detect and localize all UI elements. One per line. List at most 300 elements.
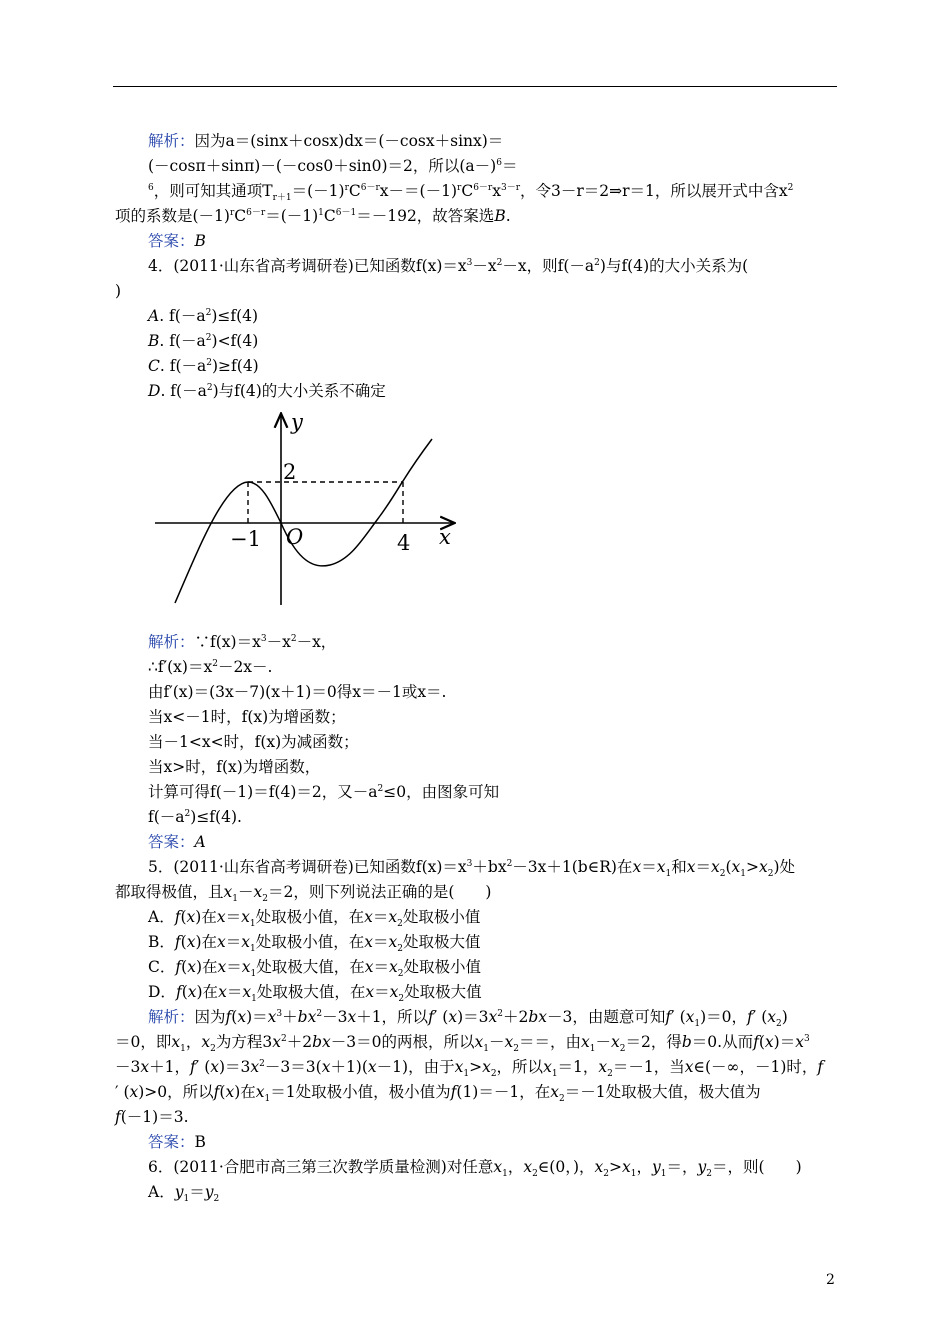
text-segment: 当－1<x<时，f(x)为减函数； [148, 733, 359, 751]
text-line [148, 306, 258, 326]
text-segment: x [448, 1008, 458, 1026]
text-segment: 1 [483, 1044, 489, 1055]
text-segment: C [461, 182, 474, 200]
text-segment: x [767, 1008, 777, 1026]
text-segment: f [115, 1108, 121, 1126]
text-segment: C [348, 182, 361, 200]
text-segment: 处取极大值，在 [256, 958, 365, 976]
text-segment: － [238, 883, 254, 901]
text-segment: 1 [551, 1069, 558, 1080]
text-segment: x [129, 1083, 139, 1101]
text-segment: f [213, 1083, 220, 1101]
text-segment: －3＝3( [264, 1058, 322, 1076]
text-line [115, 1082, 761, 1105]
text-segment: 2 [397, 969, 404, 980]
text-segment: 6－r [246, 207, 266, 218]
text-segment: 因为 [194, 1008, 226, 1026]
text-segment: ∈(－∞，－1)时， [693, 1058, 818, 1076]
text-segment: ，则可知其通项T [153, 182, 273, 200]
text-segment: f(－a [148, 808, 185, 826]
text-segment: ) [781, 1008, 788, 1026]
text-line [148, 1157, 802, 1180]
text-segment: x [171, 1033, 181, 1051]
text-line [115, 1032, 810, 1055]
text-segment: ( [219, 1083, 226, 1101]
text-segment: )>0，所以 [138, 1083, 214, 1101]
text-segment: ′ ( [195, 1058, 211, 1076]
text-line [148, 331, 258, 351]
page-number: 2 [826, 1272, 835, 1288]
text-segment: 2 [776, 1019, 782, 1030]
text-segment: －3＝0的两根，所以 [330, 1033, 475, 1051]
text-segment: ＝ [225, 908, 242, 926]
text-segment: ＝＝，由 [518, 1033, 581, 1051]
text-segment: 2 [787, 182, 794, 193]
text-line [115, 206, 511, 226]
text-segment: 3－r [500, 182, 520, 193]
text-segment: x [241, 958, 251, 976]
text-segment: ( [725, 858, 732, 876]
text-segment: 当x>时，f(x)为增函数， [148, 758, 321, 776]
text-segment: )≤f(4). [190, 808, 242, 826]
text-segment: ＝ [226, 958, 242, 976]
text-segment: x [255, 1083, 265, 1101]
text-segment: ， [507, 1158, 524, 1176]
text-segment: f [174, 933, 181, 951]
text-segment: 处取极小值，在 [255, 933, 365, 951]
text-segment: D [148, 382, 161, 400]
text-segment: x [656, 858, 666, 876]
text-segment: )在 [196, 983, 219, 1001]
text-segment: C [148, 357, 160, 375]
text-line [148, 932, 481, 955]
text-segment: (1)＝－1，在 [456, 1083, 551, 1101]
text-segment: 6－r [360, 182, 380, 193]
text-segment: 2 [316, 1008, 323, 1019]
text-segment: 2 [210, 1044, 216, 1055]
text-segment: x [474, 1033, 484, 1051]
origin-label: O [286, 525, 304, 549]
text-segment: B [148, 332, 160, 350]
text-segment: x [686, 858, 696, 876]
text-segment: ＋ [282, 1008, 298, 1026]
text-segment: x [364, 958, 374, 976]
text-segment: 1 [250, 944, 256, 955]
text-segment: ＝ [373, 958, 390, 976]
text-segment: 2 [205, 332, 212, 343]
text-segment: ＝， [666, 1158, 698, 1176]
section-label: 解析： [148, 633, 195, 651]
text-segment: 1 [630, 1169, 637, 1180]
text-segment: 2 [490, 1069, 497, 1080]
text-line [115, 1057, 824, 1080]
text-segment: x [272, 1033, 281, 1051]
text-segment: 1 [232, 894, 238, 905]
text-segment: ＝ [226, 983, 243, 1001]
text-segment: ∈(0，)， [537, 1158, 595, 1176]
text-segment: f [747, 1008, 753, 1026]
text-line [148, 807, 242, 827]
text-segment: 处取极大值 [404, 983, 482, 1001]
text-segment: ， [185, 1033, 202, 1051]
tick-label-y: 2 [283, 460, 297, 484]
text-segment: 2 [594, 257, 600, 268]
text-segment: x [731, 858, 741, 876]
text-line [148, 1132, 206, 1152]
tick-label-4: 4 [397, 531, 411, 555]
text-segment: y [697, 1158, 707, 1176]
text-segment: )与f(4)的大小关系为( [599, 257, 749, 275]
text-segment: 2 [259, 1058, 265, 1069]
text-line [148, 957, 482, 980]
text-line [148, 757, 320, 777]
text-segment: x [321, 1058, 331, 1076]
text-segment: 1 [589, 1044, 596, 1055]
text-segment: 2 [767, 869, 774, 880]
text-segment: )在 [195, 958, 218, 976]
text-segment: ＝，则( ) [712, 1158, 802, 1176]
text-segment: 2 [558, 1094, 565, 1105]
text-segment: x [365, 983, 375, 1001]
text-segment: ＋1)( [330, 1058, 368, 1076]
text-segment: x [504, 1033, 514, 1051]
text-segment: 1 [250, 969, 257, 980]
text-segment: f [225, 1008, 232, 1026]
text-segment: x [267, 1008, 277, 1026]
text-line [148, 381, 386, 401]
text-segment: 处取极小值 [402, 908, 481, 926]
text-segment: －x，则f(－a [502, 257, 595, 275]
text-segment: x [482, 1058, 491, 1076]
text-segment: ＝2，则下列说法正确的是( ) [268, 883, 492, 901]
text-line [148, 1007, 788, 1030]
text-segment: x [550, 1083, 559, 1101]
text-segment: 2 [212, 658, 218, 669]
text-segment: ， [636, 1158, 652, 1176]
text-segment: x [347, 1008, 357, 1026]
text-segment: C [323, 207, 336, 225]
text-segment: ＝ [372, 908, 389, 926]
text-segment: 6－1 [335, 207, 357, 218]
text-segment: ＝ [641, 858, 657, 876]
text-segment: A [194, 833, 206, 851]
text-segment: C． [148, 958, 176, 976]
text-segment: x [493, 1158, 503, 1176]
text-segment: )在 [195, 908, 217, 926]
text-segment: x [186, 908, 196, 926]
text-segment: 2 [706, 1169, 713, 1180]
text-segment: )＝ [246, 1008, 268, 1026]
text-segment: x [216, 908, 226, 926]
text-line [115, 281, 121, 301]
text-segment: 都取得极值，且 [115, 883, 224, 901]
text-segment: 1 [463, 1069, 470, 1080]
text-segment: x [140, 1058, 150, 1076]
text-segment: ＝(－1) [291, 182, 345, 200]
text-segment: y [652, 1158, 661, 1176]
text-segment: > [609, 1158, 622, 1176]
section-label: 答案： [148, 1133, 195, 1151]
text-segment: －1)，由于 [376, 1058, 455, 1076]
text-segment: )＝ [773, 1033, 796, 1051]
text-segment: x [389, 958, 398, 976]
function-graph [150, 405, 465, 610]
text-segment: f [428, 1008, 434, 1026]
text-segment: 2 [719, 869, 726, 880]
text-segment: ，所以 [496, 1058, 544, 1076]
text-segment: x [210, 1058, 219, 1076]
header-rule [113, 86, 837, 87]
text-line [148, 682, 446, 702]
text-segment: 1 [694, 1019, 701, 1030]
text-segment: . f(－a [160, 382, 207, 400]
text-segment: 2 [280, 1033, 287, 1044]
text-line [148, 131, 503, 151]
text-segment: ＝0，即 [115, 1033, 172, 1051]
text-segment: f [450, 1083, 457, 1101]
x-axis-label: x [439, 525, 451, 549]
text-segment: (－1)＝3. [120, 1108, 189, 1126]
text-segment: B [194, 1133, 206, 1151]
text-segment: x [684, 1058, 694, 1076]
text-segment: ＋1， [149, 1058, 190, 1076]
text-segment: y [174, 1183, 184, 1201]
text-segment: ( [181, 983, 188, 1001]
text-segment: r [344, 182, 349, 193]
text-segment: － [595, 1033, 611, 1051]
text-segment: 4．(2011·山东省高考调研卷)已知函数f(x)＝x [148, 257, 467, 275]
text-segment: ＋1，所以 [356, 1008, 429, 1026]
text-segment: x [201, 1033, 211, 1051]
text-segment: 处取极大值，在 [256, 983, 366, 1001]
text-segment: ＋2 [286, 1033, 313, 1051]
text-segment: x [523, 1158, 533, 1176]
text-line [148, 832, 206, 852]
text-segment: 2 [497, 1008, 503, 1019]
text-segment: C [234, 207, 247, 225]
text-segment: x [543, 1058, 552, 1076]
text-segment: f [817, 1058, 824, 1076]
text-segment: x [611, 1033, 620, 1051]
text-segment: x [488, 1008, 498, 1026]
text-segment: r [457, 182, 462, 193]
text-segment: D． [148, 983, 176, 1001]
text-segment: 2 [397, 919, 403, 930]
text-segment: 6 [148, 182, 154, 193]
text-segment: bx [528, 1008, 548, 1026]
text-segment: x [764, 1033, 774, 1051]
text-segment: ＝－1，当 [612, 1058, 685, 1076]
text-line [148, 156, 517, 176]
text-segment: 5．(2011·山东省高考调研卷)已知函数f(x)＝x [148, 858, 467, 876]
section-label: 答案： [148, 232, 195, 250]
section-label: 解析： [148, 1008, 195, 1026]
text-segment: 6．(2011·合肥市高三第三次教学质量检测)对任意 [148, 1158, 494, 1176]
text-segment: x [186, 933, 196, 951]
text-segment: x [759, 858, 768, 876]
cubic-curve [175, 439, 432, 603]
text-line [148, 181, 794, 204]
text-segment: ′ ( [671, 1008, 686, 1026]
text-segment: > [746, 858, 759, 876]
text-line [148, 907, 481, 930]
text-segment: (－cosπ＋sinπ)－(－cos0＋sin0)＝2，所以(a－) [148, 157, 497, 175]
text-segment: 2 [506, 858, 513, 869]
text-segment: x [389, 983, 399, 1001]
text-segment: ＝ [374, 983, 390, 1001]
text-segment: ＝ [225, 933, 242, 951]
text-segment: ≤0，由图象可知 [383, 783, 500, 801]
text-segment: 2 [290, 633, 297, 644]
text-line [148, 356, 259, 376]
text-segment: x [237, 1008, 247, 1026]
text-segment: ＝ [501, 157, 518, 175]
text-segment: －x [266, 633, 291, 651]
text-segment: f [175, 983, 182, 1001]
text-line [148, 657, 272, 677]
text-segment: x [241, 908, 250, 926]
text-segment: ，令3－r＝2⇒r＝1，所以展开式中含x [520, 182, 788, 200]
text-segment: ＋bx [472, 858, 507, 876]
text-segment: f [190, 1058, 196, 1076]
text-line [148, 782, 499, 802]
text-segment: 1 [264, 1094, 271, 1105]
text-segment: )≥f(4) [212, 357, 259, 375]
section-label: 解析： [148, 132, 195, 150]
text-segment: )＝3 [457, 1008, 489, 1026]
text-segment: x [364, 908, 373, 926]
text-segment: r＋1 [272, 193, 292, 204]
text-segment: x [581, 1033, 590, 1051]
text-segment: )在 [195, 933, 218, 951]
text-segment: b [681, 1033, 692, 1051]
text-segment: 处取极大值 [403, 933, 481, 951]
text-line [148, 982, 482, 1005]
text-segment: A [148, 307, 160, 325]
text-segment: x [622, 1158, 631, 1176]
text-segment: 和 [671, 858, 687, 876]
text-segment: 处取极小值，在 [255, 908, 365, 926]
text-segment: x [217, 958, 227, 976]
text-segment: f [175, 958, 182, 976]
text-segment: 2 [184, 808, 191, 819]
text-line [115, 1107, 189, 1127]
text-segment: 3 [803, 1033, 810, 1044]
text-segment: ( [180, 908, 187, 926]
text-segment: 2 [496, 257, 503, 268]
text-segment: 因为a＝(sinx＋cosx)dx＝(－cosx＋sinx)＝ [194, 132, 504, 150]
text-line [148, 707, 346, 727]
text-segment: A． [148, 908, 175, 926]
text-segment: x [594, 1158, 604, 1176]
text-segment: bx [297, 1008, 317, 1026]
text-segment: x [253, 883, 263, 901]
text-segment: x [492, 182, 501, 200]
text-segment: x [795, 1033, 804, 1051]
text-segment: ( [758, 1033, 765, 1051]
text-segment: ＝－192，故答案选 [356, 207, 495, 225]
text-segment: 当x<－1时，f(x)为增函数； [148, 708, 346, 726]
text-segment: x－＝(－1) [379, 182, 457, 200]
text-segment: )处 [773, 858, 796, 876]
text-segment: 2 [603, 1169, 609, 1180]
text-segment: ＝ [373, 933, 389, 951]
text-segment: x [710, 858, 720, 876]
text-segment: ＝(－1) [265, 207, 319, 225]
text-segment: 3 [276, 1008, 283, 1019]
text-segment: ∵f(x)＝x [194, 633, 261, 651]
text-segment: )＝0， [700, 1008, 748, 1026]
text-segment: 2 [206, 357, 212, 368]
text-segment: 2 [205, 307, 212, 318]
text-segment: 2 [206, 382, 213, 393]
text-segment: 1 [318, 207, 324, 218]
text-segment: ＝1处取极小值，极小值为 [270, 1083, 451, 1101]
text-line [148, 256, 748, 276]
text-segment: －3 [322, 1008, 348, 1026]
text-segment: ＝ [695, 858, 711, 876]
text-segment: . f(－a [159, 357, 207, 375]
text-segment: bx [312, 1033, 331, 1051]
text-segment: x [685, 1008, 695, 1026]
text-segment: > [469, 1058, 483, 1076]
text-segment: x [187, 958, 196, 976]
text-segment: y [204, 1183, 214, 1201]
y-axis-label: y [291, 410, 303, 434]
text-segment: x [218, 983, 227, 1001]
text-segment: )≤f(4) [211, 307, 259, 325]
text-segment: f [753, 1033, 759, 1051]
tick-label-neg1: −1 [230, 527, 261, 551]
text-segment: f [174, 908, 181, 926]
text-segment: 1 [660, 1169, 667, 1180]
section-label: 答案： [148, 833, 195, 851]
text-segment: x [454, 1058, 464, 1076]
text-segment: 1 [665, 869, 672, 880]
text-segment: 1 [249, 919, 256, 930]
text-segment: ( [180, 933, 187, 951]
text-segment: 1 [183, 1194, 190, 1205]
text-segment: ) [115, 282, 122, 300]
text-segment: . f(－a [159, 307, 206, 325]
text-line [148, 1182, 220, 1205]
text-segment: 6 [496, 157, 502, 168]
text-segment: 为方程3 [215, 1033, 273, 1051]
text-segment: －x [472, 257, 497, 275]
text-line [148, 231, 206, 251]
text-segment: 2 [377, 783, 384, 794]
text-segment: 计算可得f(－1)＝f(4)＝2，又－a [148, 783, 378, 801]
text-segment: 2 [398, 994, 405, 1005]
text-segment: －3x＋1(b∈R)在 [512, 858, 633, 876]
text-segment: ′ ( [115, 1083, 130, 1101]
text-segment: 2 [513, 1044, 519, 1055]
text-segment: x [388, 933, 398, 951]
text-segment: ＝2，得 [625, 1033, 682, 1051]
text-segment: 1 [740, 869, 746, 880]
text-segment: . [505, 207, 511, 225]
text-segment: ＝0.从而 [691, 1033, 754, 1051]
text-line [148, 732, 359, 752]
text-segment: B． [148, 933, 175, 951]
text-segment: A． [148, 1183, 175, 1201]
text-segment: 2 [607, 1069, 613, 1080]
text-segment: )＝3 [219, 1058, 251, 1076]
text-segment: r [229, 207, 235, 218]
text-segment: x [364, 933, 374, 951]
text-segment: 1 [180, 1044, 186, 1055]
text-segment: ( [231, 1008, 238, 1026]
